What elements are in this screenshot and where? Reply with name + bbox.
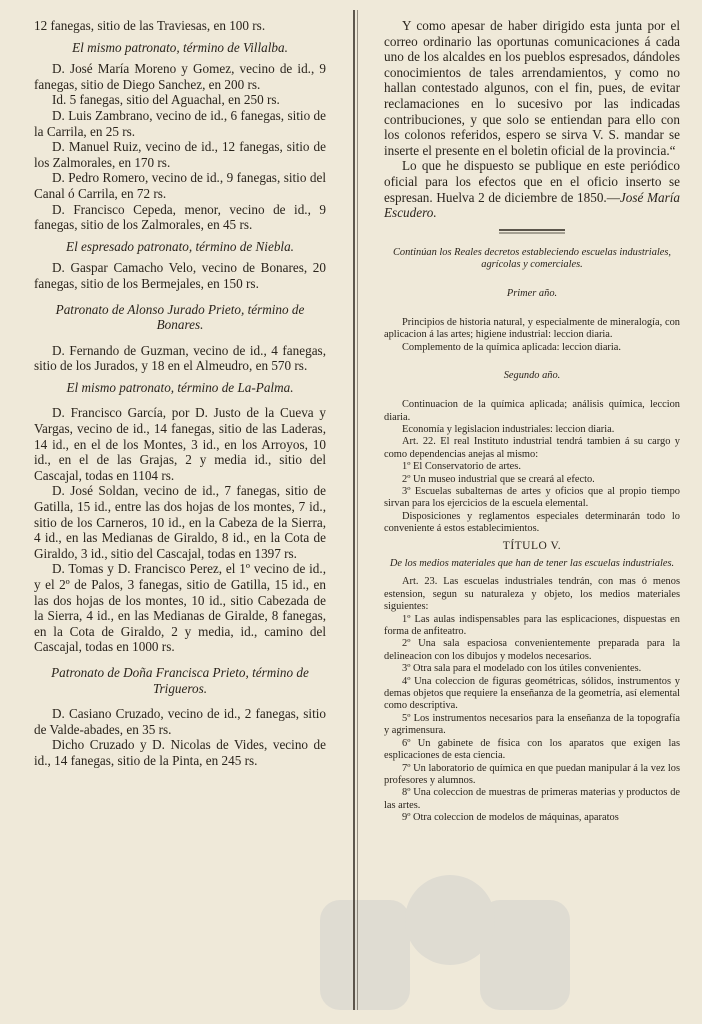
clause-paragraph: 1º Las aulas indispensables para las esplicaciones, dispuestas en forma de anfiteatro. xyxy=(384,613,680,638)
clause-paragraph: 8º Una coleccion de muestras de primeras materias y productos de las artes. xyxy=(384,787,680,811)
entry-paragraph: D. José María Moreno y Gomez, vecino de id., 9 fanegas, sitio de Diego Sanchez, en 200 rs. xyxy=(34,61,326,92)
clause-paragraph: Continuacion de la química aplicada; análisis química, leccion diaria. xyxy=(384,399,680,423)
library-watermark-icon xyxy=(300,860,600,1020)
clause-paragraph: 3º Otra sala para el modelado con los útiles convenientes. xyxy=(402,663,642,675)
clause-paragraph: Complemento de la química aplicada: leccion diaria. xyxy=(402,341,621,353)
section-heading: Patronato de Alonso Jurado Prieto, término de Bonares. xyxy=(55,301,305,333)
ornament-divider-icon xyxy=(497,227,567,237)
entry-paragraph: D. Tomas y D. Francisco Perez, el 1º vecino de id., y el 2º de Palos, 3 fanegas, sitio de Gatilla, 15 id., en las dos hojas de los montes, 10 id., sitio Cabezada de la Sierra, 4 id., en las Medianas de Giralde, 8 fanegas, en la Cota de Giraldo, 2 y media, id., camino del Cascajal, todas en 1000 rs. xyxy=(34,561,326,655)
left-line-01: 12 fanegas, sitio de las Traviesas, en 100 rs. xyxy=(34,18,266,33)
year-heading: Primer año. xyxy=(506,287,558,299)
left-column xyxy=(34,18,326,769)
clause-paragraph: Principios de historia natural, y especialmente de mineralogía, con aplicacion á las artes; higiene industrial: leccion diaria. xyxy=(384,316,680,341)
clause-paragraph: 9º Otra coleccion de modelos de máquinas, aparatos xyxy=(402,812,619,824)
entry-paragraph: Dicho Cruzado y D. Nicolas de Vides, vecino de id., 14 fanegas, sitio de la Pinta, en 245 rs. xyxy=(34,737,326,768)
section-heading: De los medios materiales que han de tener las escuelas industriales. xyxy=(389,558,675,569)
clause-paragraph: 1º El Conservatorio de artes. xyxy=(402,461,521,473)
body-paragraph: Y como apesar de haber dirigido esta junta por el correo ordinario las oportunas comunicaciones á cada uno de los alcaldes en los pueblos espresados, dándoles conocimientos de tales arrendamientos, y como no hallan contestado algunos, con el fin, pues, de evitar reclamaciones en lo sucesivo por las indicadas contribuciones, y que solo se entiendan para ello con los colonos referidos, espero se sirva V. S. mandar se inserte el presente en el boletin oficial de la provincia.“ xyxy=(384,18,680,158)
section-heading: El mismo patronato, término de La-Palma. xyxy=(66,379,294,395)
clause-paragraph: 3º Escuelas subalternas de artes y oficios que al propio tiempo sirvan para los ejercicios de la escuela elemental. xyxy=(384,485,680,510)
signature-name: José María Escudero. xyxy=(384,189,680,221)
clause-paragraph: 2º Un museo industrial que se creará al efecto. xyxy=(402,473,595,485)
section-heading: El espresado patronato, término de Niebla. xyxy=(66,238,294,254)
entry-paragraph: Id. 5 fanegas, sitio del Aguachal, en 250 rs. xyxy=(52,92,280,108)
entry-paragraph: D. José Soldan, vecino de id., 7 fanegas, sitio de Gatilla, 15 id., entre las dos hojas de los montes, 7 id., sitio de los Carneros, 10 id., en la Cabeza de la Sierra, 4 id., en las Medianas de Giraldo, 8 id., en la Cota de Giraldo, 3 id., sitio del Cascajal, todas en 1397 rs. xyxy=(34,483,326,561)
titulo-heading: TÍTULO V. xyxy=(502,539,562,552)
entry-paragraph: D. Francisco Cepeda, menor, vecino de id., 9 fanegas, sitio de los Zalmorales, en 45 rs. xyxy=(34,201,326,233)
entry-paragraph: D. Fernando de Guzman, vecino de id., 4 fanegas, sitio de los Jurados, y 18 en el Almeudro, en 570 rs. xyxy=(34,342,326,374)
clause-paragraph: 2º Una sala espaciosa convenientemente preparada para la delineacion con los dibujos y modelos necesarios. xyxy=(384,638,680,662)
entry-paragraph: D. Gaspar Camacho Velo, vecino de Bonares, 20 fanegas, sitio de los Bermejales, en 150 rs. xyxy=(34,260,326,291)
entry-paragraph: D. Pedro Romero, vecino de id., 9 fanegas, sitio del Canal ó Carrila, en 72 rs. xyxy=(34,170,326,201)
clause-paragraph: Disposiciones y reglamentos especiales determinarán todo lo conveniente á estos establecimientos. xyxy=(384,510,680,535)
entry-paragraph: D. Francisco García, por D. Justo de la Cueva y Vargas, vecino de id., 14 fanegas, sitio de las Laderas, 14 id., en el de los Montes, 3 id., en los Arroyos, 10 id., en el de las Grajas, 2 y media id., sitio del Cascajal, todas en 1104 rs. xyxy=(34,405,326,483)
clause-paragraph: 4º Una coleccion de figuras geométricas, sólidos, instrumentos y demas objetos que requiere la enseñanza de la geometría, así elemental como descriptiva. xyxy=(384,675,680,712)
column-divider xyxy=(353,10,355,1010)
clause-paragraph: Art. 22. El real Instituto industrial tendrá tambien á su cargo y como dependencias anejas al mismo: xyxy=(384,436,680,460)
clause-paragraph: Economía y legislacion industriales: leccion diaria. xyxy=(402,423,615,435)
year-heading: Segundo año. xyxy=(503,370,561,382)
section-heading: Patronato de Doña Francisca Prieto, término de Trigueros. xyxy=(51,664,309,696)
section-heading: Continúan los Reales decretos estableciendo escuelas industriales, agrícolas y comerciales. xyxy=(392,246,672,271)
entry-paragraph: D. Casiano Cruzado, vecino de id., 2 fanegas, sitio de Valde-abades, en 35 rs. xyxy=(34,706,326,737)
entry-paragraph: D. Luis Zambrano, vecino de id., 6 fanegas, sitio de la Carrila, en 25 rs. xyxy=(34,107,326,139)
body-text: Lo que he dispuesto se publique en este periódico oficial para los efectos que en el oficio inserto se espresan. Huelva 2 de diciembre de 1850.— xyxy=(384,158,680,205)
clause-paragraph: 5º Los instrumentos necesarios para la enseñanza de la topografía y agrimensura. xyxy=(384,712,680,737)
entry-paragraph: D. Manuel Ruiz, vecino de id., 12 fanegas, sitio de los Zalmorales, en 170 rs. xyxy=(34,139,326,170)
clause-paragraph: 7º Un laboratorio de química en que puedan manipular á la vez los profesores y alumnos. xyxy=(384,762,680,786)
body-paragraph xyxy=(384,158,680,220)
section-heading: El mismo patronato, término de Villalba. xyxy=(72,39,288,55)
right-column xyxy=(384,18,680,825)
clause-paragraph: 6º Un gabinete de física con los aparatos que exigen las esplicaciones de esta ciencia. xyxy=(384,737,680,762)
column-divider-thin xyxy=(357,10,358,1010)
clause-paragraph: Art. 23. Las escuelas industriales tendrán, con mas ó menos estension, segun su naturaleza y objeto, los medios materiales siguientes: xyxy=(384,576,680,613)
